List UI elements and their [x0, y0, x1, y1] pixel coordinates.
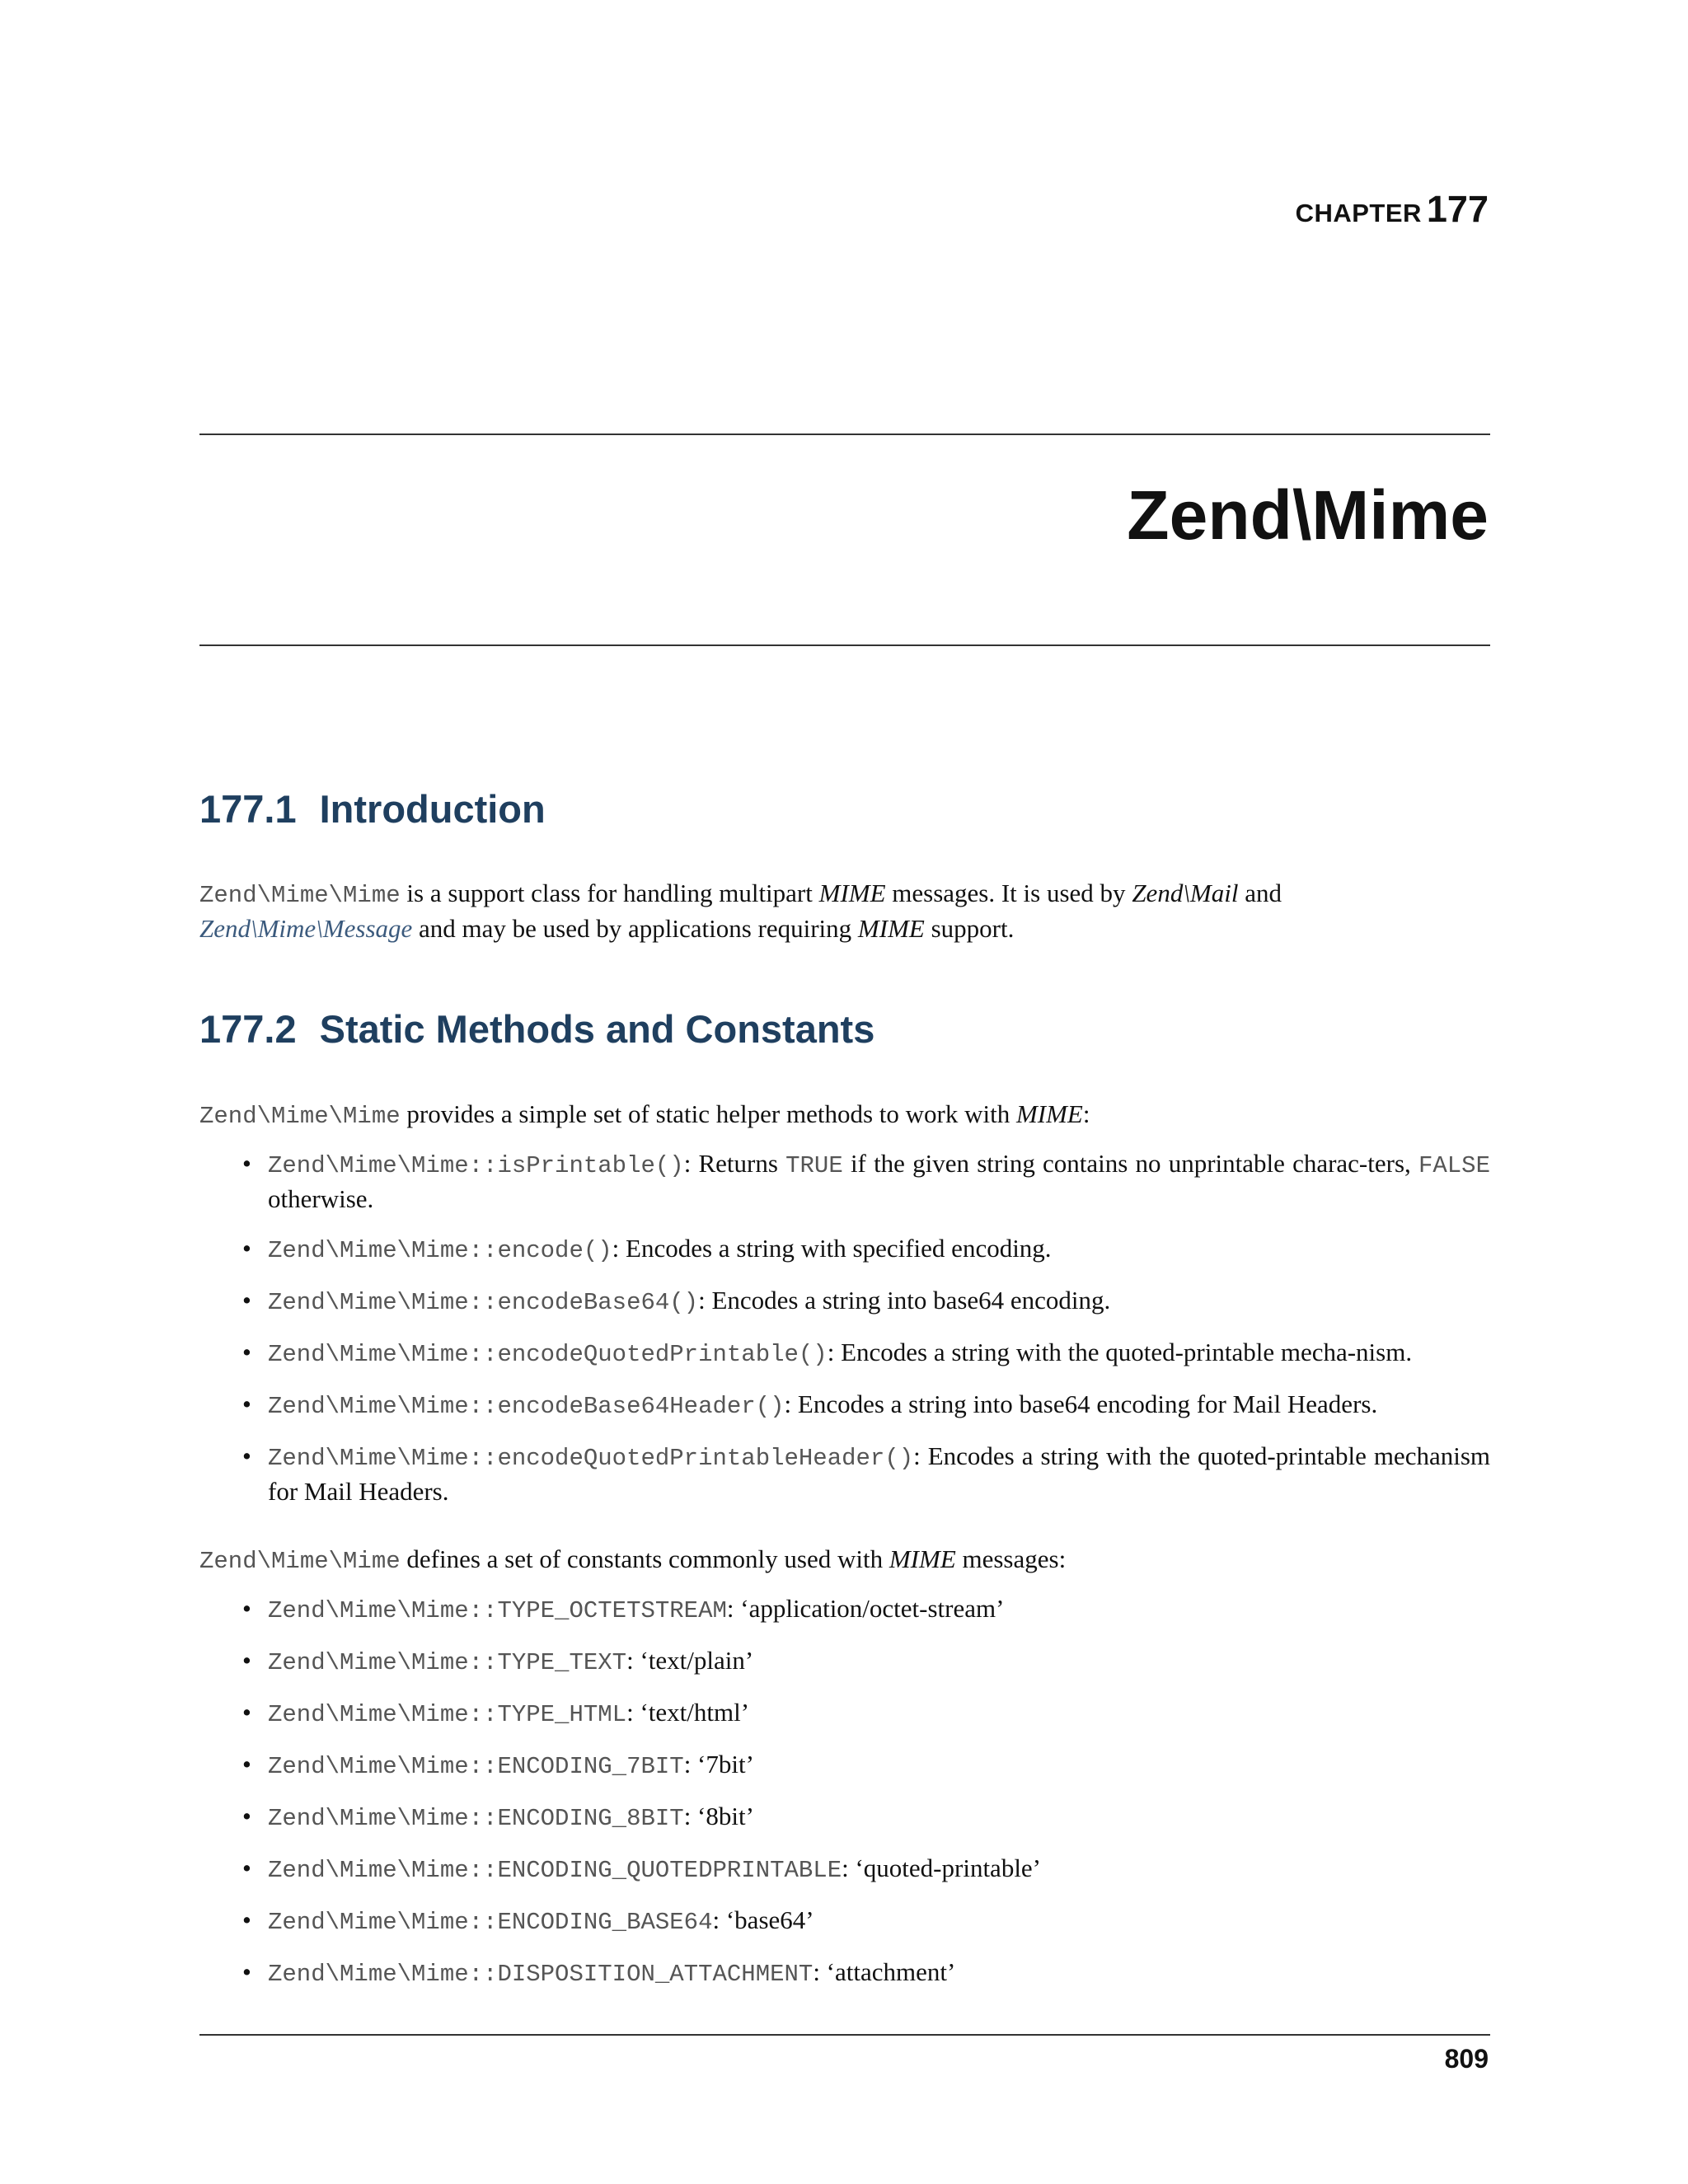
class-name-code: Zend\Mime\Mime: [199, 1103, 401, 1130]
method-description: : Encodes a string with the quoted-printable mechanism for Mail Headers.: [268, 1441, 1490, 1506]
constant-value: : ‘text/plain’: [626, 1646, 754, 1675]
constant-value: : ‘application/octet-stream’: [726, 1594, 1005, 1623]
chapter-title: Zend\Mime: [1127, 476, 1489, 554]
zend-mail-term: Zend\Mail: [1132, 879, 1239, 907]
bullet-icon: •: [242, 1390, 251, 1418]
list-item: [199, 1852, 1490, 1887]
true-keyword: TRUE: [785, 1152, 843, 1179]
list-item: [199, 1147, 1490, 1216]
method-code: Zend\Mime\Mime::encodeBase64(): [268, 1289, 699, 1316]
class-name-code: Zend\Mime\Mime: [199, 1548, 401, 1575]
constant-code: Zend\Mime\Mime::ENCODING_BASE64: [268, 1909, 713, 1936]
methods-intro-text: provides a simple set of static helper methods to work with: [400, 1099, 1016, 1128]
intro-text: and may be used by applications requiring: [412, 914, 858, 943]
list-item: [199, 1644, 1490, 1680]
section-number: 177.1: [199, 787, 297, 831]
method-description: : Returns: [683, 1149, 786, 1178]
bullet-icon: •: [242, 1149, 251, 1178]
constants-intro-text: defines a set of constants commonly used with: [400, 1544, 889, 1573]
bullet-icon: •: [242, 1854, 251, 1882]
methods-list: [199, 1147, 1490, 1508]
section-title: Static Methods and Constants: [319, 1007, 875, 1051]
constant-value: : ‘text/html’: [626, 1698, 750, 1727]
bullet-icon: •: [242, 1286, 251, 1315]
bullet-icon: •: [242, 1234, 251, 1263]
method-description: if the given string contains no unprintable charac-ters,: [842, 1149, 1418, 1178]
footer-rule: [199, 2034, 1490, 2036]
section-heading-introduction: [199, 787, 546, 831]
constant-code: Zend\Mime\Mime::TYPE_HTML: [268, 1701, 627, 1728]
false-keyword: FALSE: [1418, 1152, 1490, 1179]
page-number: 809: [1444, 2044, 1489, 2074]
chapter-number: 177: [1426, 188, 1489, 230]
intro-text: and: [1238, 879, 1282, 907]
title-top-rule: [199, 434, 1490, 435]
list-item: [199, 1232, 1490, 1268]
mime-term: MIME: [818, 879, 886, 907]
method-code: Zend\Mime\Mime::encodeQuotedPrintable(): [268, 1341, 828, 1368]
constant-code: Zend\Mime\Mime::TYPE_TEXT: [268, 1649, 627, 1676]
list-item: [199, 1336, 1490, 1371]
section-number: 177.2: [199, 1007, 297, 1051]
method-description: : Encodes a string with the quoted-printable mecha-nism.: [827, 1338, 1413, 1366]
constant-value: : ‘7bit’: [683, 1750, 754, 1779]
list-item: [199, 1284, 1490, 1319]
constant-code: Zend\Mime\Mime::ENCODING_7BIT: [268, 1753, 684, 1780]
bullet-icon: •: [242, 1698, 251, 1727]
intro-paragraph: [199, 877, 1490, 945]
mime-term: MIME: [857, 914, 925, 943]
constants-intro-text: messages:: [955, 1544, 1067, 1573]
zend-mime-message-link[interactable]: Zend\Mime\Message: [199, 914, 413, 943]
methods-intro-paragraph: [199, 1098, 1490, 1133]
title-bottom-rule: [199, 644, 1490, 646]
methods-intro-text: :: [1082, 1099, 1090, 1128]
intro-text: is a support class for handling multipart: [400, 879, 819, 907]
list-item: [199, 1440, 1490, 1508]
section-heading-static-methods: [199, 1007, 875, 1051]
constant-value: : ‘attachment’: [813, 1957, 956, 1986]
list-item: [199, 1388, 1490, 1423]
constant-code: Zend\Mime\Mime::TYPE_OCTETSTREAM: [268, 1597, 727, 1624]
method-code: Zend\Mime\Mime::encode(): [268, 1237, 612, 1264]
list-item: [199, 1904, 1490, 1939]
method-description: otherwise.: [268, 1184, 374, 1213]
method-description: : Encodes a string with specified encoding.: [612, 1234, 1052, 1263]
chapter-label: [1296, 188, 1489, 231]
intro-text: messages. It is used by: [885, 879, 1132, 907]
bullet-icon: •: [242, 1338, 251, 1366]
constant-code: Zend\Mime\Mime::ENCODING_QUOTEDPRINTABLE: [268, 1857, 842, 1884]
class-name-code: Zend\Mime\Mime: [199, 882, 401, 909]
bullet-icon: •: [242, 1750, 251, 1779]
method-code: Zend\Mime\Mime::encodeQuotedPrintableHeader(): [268, 1445, 914, 1472]
list-item: [199, 1696, 1490, 1732]
method-description: : Encodes a string into base64 encoding for Mail Headers.: [784, 1390, 1378, 1418]
list-item: [199, 1956, 1490, 1991]
mime-term: MIME: [889, 1544, 956, 1573]
list-item: [199, 1748, 1490, 1783]
list-item: [199, 1800, 1490, 1835]
constant-code: Zend\Mime\Mime::DISPOSITION_ATTACHMENT: [268, 1961, 814, 1988]
bullet-icon: •: [242, 1594, 251, 1623]
intro-text: support.: [924, 914, 1015, 943]
bullet-icon: •: [242, 1802, 251, 1830]
constant-value: : ‘8bit’: [683, 1802, 754, 1830]
bullet-icon: •: [242, 1905, 251, 1934]
method-code: Zend\Mime\Mime::isPrintable(): [268, 1152, 684, 1179]
bullet-icon: •: [242, 1441, 251, 1470]
constant-value: : ‘base64’: [712, 1905, 814, 1934]
list-item: [199, 1592, 1490, 1628]
method-code: Zend\Mime\Mime::encodeBase64Header(): [268, 1393, 785, 1420]
method-description: : Encodes a string into base64 encoding.: [698, 1286, 1111, 1315]
constants-intro-paragraph: [199, 1543, 1490, 1578]
bullet-icon: •: [242, 1646, 251, 1675]
chapter-word: CHAPTER: [1295, 199, 1422, 227]
constant-value: : ‘quoted-printable’: [842, 1854, 1042, 1882]
mime-term: MIME: [1015, 1099, 1083, 1128]
section-title: Introduction: [319, 787, 546, 831]
constants-list: [199, 1592, 1490, 1991]
constant-code: Zend\Mime\Mime::ENCODING_8BIT: [268, 1805, 684, 1832]
bullet-icon: •: [242, 1957, 251, 1986]
